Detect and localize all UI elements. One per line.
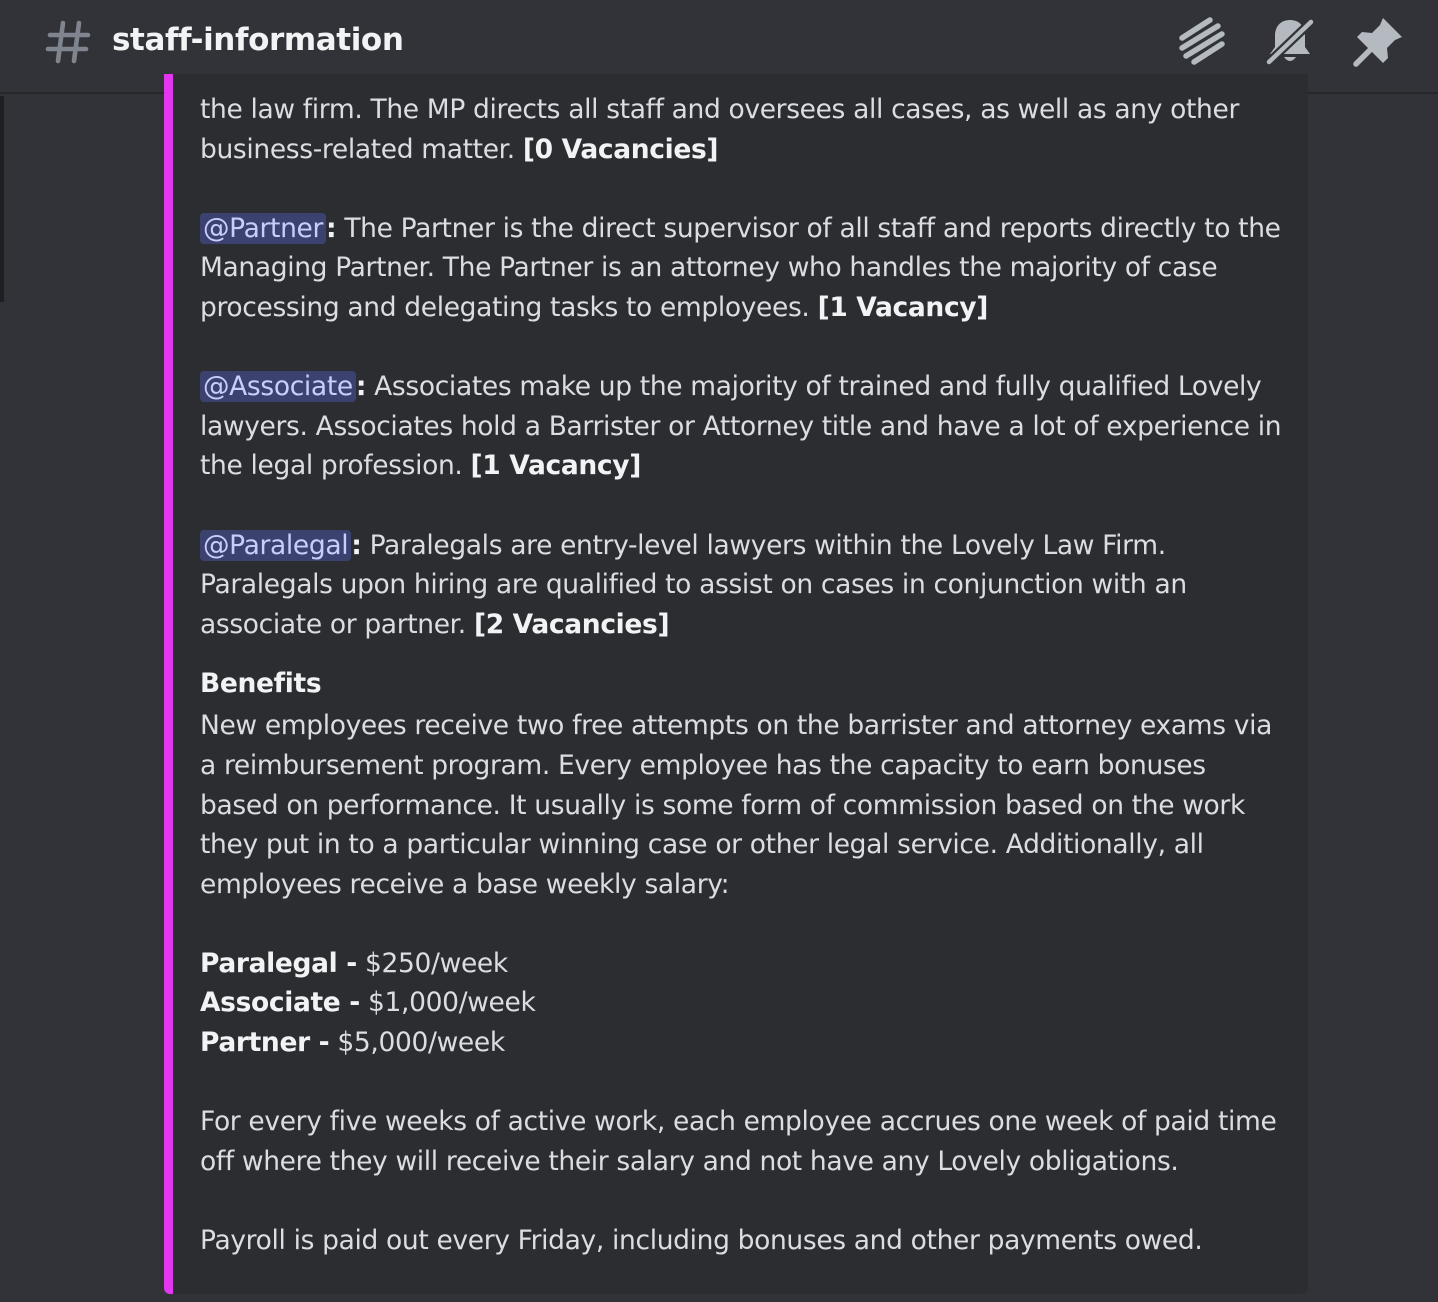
role-mention-partner[interactable]: @Partner	[200, 213, 326, 244]
benefits-heading: Benefits	[200, 668, 322, 700]
intro-text: the law firm. The MP directs all staff and oversees all cases, as well as any other business-related matter.	[200, 94, 1239, 165]
role-paralegal	[200, 526, 1290, 645]
salary-amount: $5,000/week	[337, 1027, 505, 1059]
role-colon: :	[326, 212, 337, 244]
role-associate	[200, 367, 1290, 486]
vacancy-count: [1 Vacancy]	[817, 291, 988, 323]
intro-paragraph	[200, 90, 1290, 169]
salary-amount: $250/week	[365, 947, 508, 979]
salary-line	[200, 983, 1290, 1023]
embed-description	[200, 90, 1290, 1261]
salary-role: Partner -	[200, 1027, 330, 1059]
mute-notifications-icon	[1262, 14, 1318, 70]
payroll-text: Payroll is paid out every Friday, including bonuses and other payments owed.	[200, 1225, 1203, 1257]
vacancy-count: [0 Vacancies]	[522, 133, 719, 165]
threads-icon	[1174, 14, 1230, 70]
role-mention-paralegal[interactable]: @Paralegal	[200, 530, 351, 561]
vacancy-count: [1 Vacancy]	[470, 450, 641, 482]
notification-settings-button[interactable]	[1262, 14, 1318, 70]
threads-button[interactable]	[1174, 14, 1230, 70]
role-description: Associates make up the majority of trained and fully qualified Lovely lawyers. Associates hold a Barrister or Attorney title and have a lot of experience in the legal profession.	[200, 371, 1282, 482]
salary-line	[200, 1023, 1290, 1063]
role-description: Paralegals are entry-level lawyers within the Lovely Law Firm. Paralegals upon hiring are qualified to assist on cases in conjunction with an associate or partner.	[200, 529, 1187, 640]
channel-name: staff-information	[112, 22, 404, 58]
role-description: The Partner is the direct supervisor of all staff and reports directly to the Managing Partner. The Partner is an attorney who handles the majority of case processing and delegating tasks to employees.	[200, 212, 1281, 323]
pin-icon	[1350, 14, 1406, 70]
salary-role: Paralegal -	[200, 947, 357, 979]
salary-amount: $1,000/week	[368, 987, 536, 1019]
pinned-messages-button[interactable]	[1350, 14, 1406, 70]
salary-role: Associate -	[200, 987, 360, 1019]
benefits-text: New employees receive two free attempts on the barrister and attorney exams via a reimbursement program. Every employee has the capacity to earn bonuses based on performance. It usually is some form of commission based on the work they put in to a particular winning case or other legal service. Additionally, all employees receive a base weekly salary:	[200, 710, 1272, 900]
role-mention-associate[interactable]: @Associate	[200, 371, 356, 402]
role-colon: :	[355, 371, 367, 403]
role-colon: :	[351, 529, 362, 561]
role-partner	[200, 209, 1290, 328]
pto-text: For every five weeks of active work, each employee accrues one week of paid time off where they will receive their salary and not have any Lovely obligations.	[200, 1106, 1277, 1177]
vacancy-count: [2 Vacancies]	[473, 608, 670, 640]
scroll-edge	[0, 96, 4, 302]
hash-icon	[44, 18, 92, 66]
salary-line	[200, 944, 1290, 984]
